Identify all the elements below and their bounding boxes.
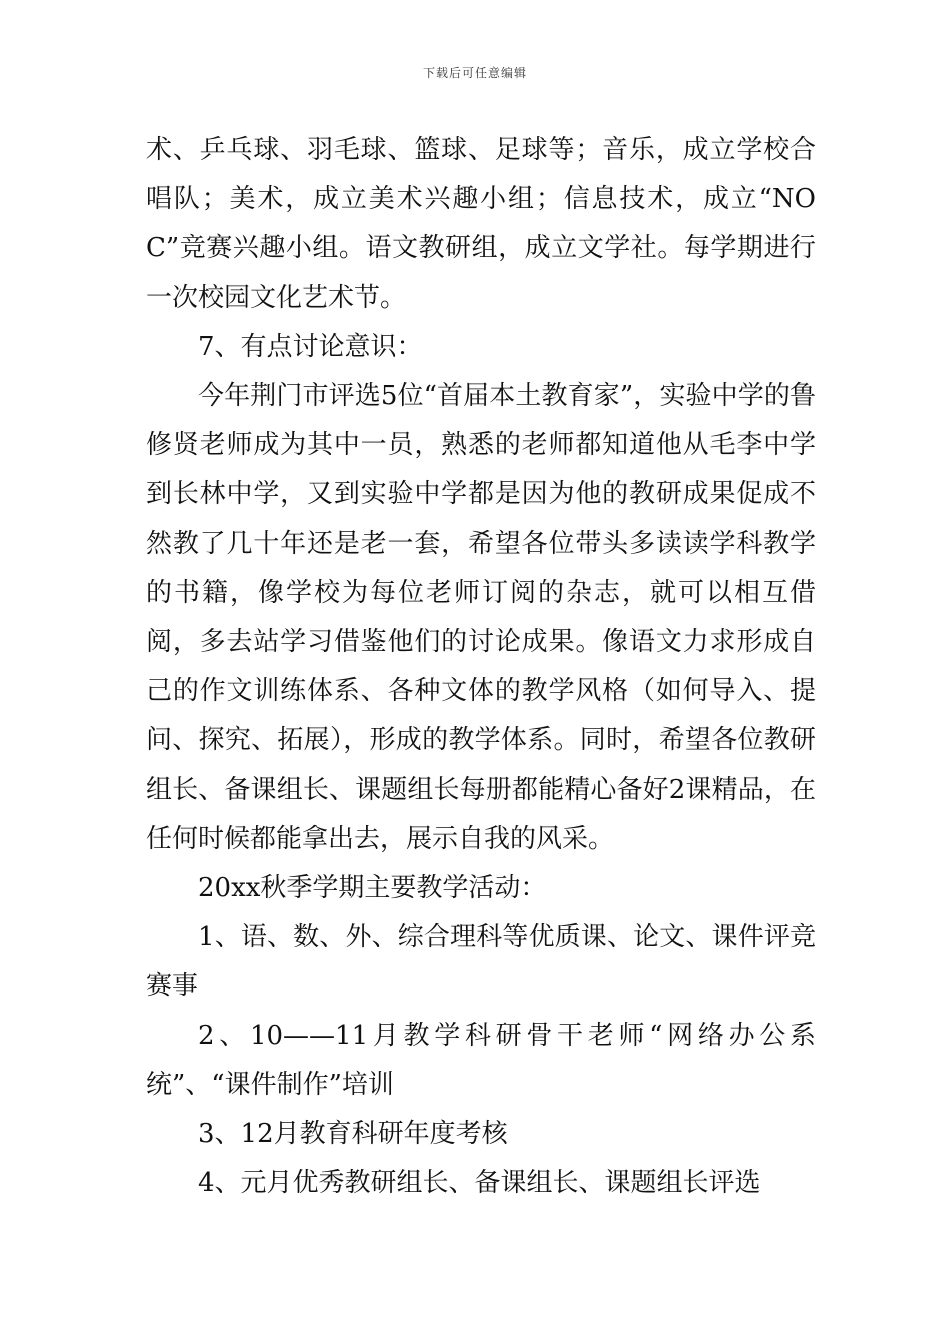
document-body: [146, 126, 816, 1208]
paragraph-activities: 术、乒乓球、羽毛球、篮球、足球等；音乐，成立学校合唱队；美术，成立美术兴趣小组；信息技术，成立“NOC”竞赛兴趣小组。语文教研组，成立文学社。每学期进行一次校园文化艺术节。: [146, 135, 816, 313]
list-item-activity-4: 4、元月优秀教研组长、备课组长、课题组长评选: [198, 1168, 761, 1199]
list-item-activity-2: 2、10——11月教学科研骨干老师“网络办公系统”、“课件制作”培训: [146, 1020, 816, 1100]
heading-research-awareness: 7、有点讨论意识：: [198, 331, 423, 362]
page-header: 下载后可任意编辑: [422, 66, 527, 80]
list-item-activity-1: 1、语、数、外、综合理科等优质课、论文、课件评竞赛事: [146, 922, 816, 1002]
list-item-activity-3: 3、12月教育科研年度考核: [198, 1119, 508, 1150]
heading-semester-activities: 20xx秋季学期主要教学活动：: [198, 873, 547, 904]
paragraph-research-awareness: 今年荆门市评选5位“首届本土教育家”，实验中学的鲁修贤老师成为其中一员，熟悉的老师都知道他从毛李中学到长林中学，又到实验中学都是因为他的教研成果促成不然教了几十年还是老一套，希望各位带头多读读学科教学的书籍，像学校为每位老师订阅的杂志，就可以相互借阅，多去站学习借鉴他们的讨论成果。像语文力求形成自己的作文训练体系、各种文体的教学风格（如何导入、提问、探究、拓展），形成的教学体系。同时，希望各位教研组长、备课组长、课题组长每册都能精心备好2课精品，在任何时候都能拿出去，展示自我的风采。: [146, 381, 816, 854]
